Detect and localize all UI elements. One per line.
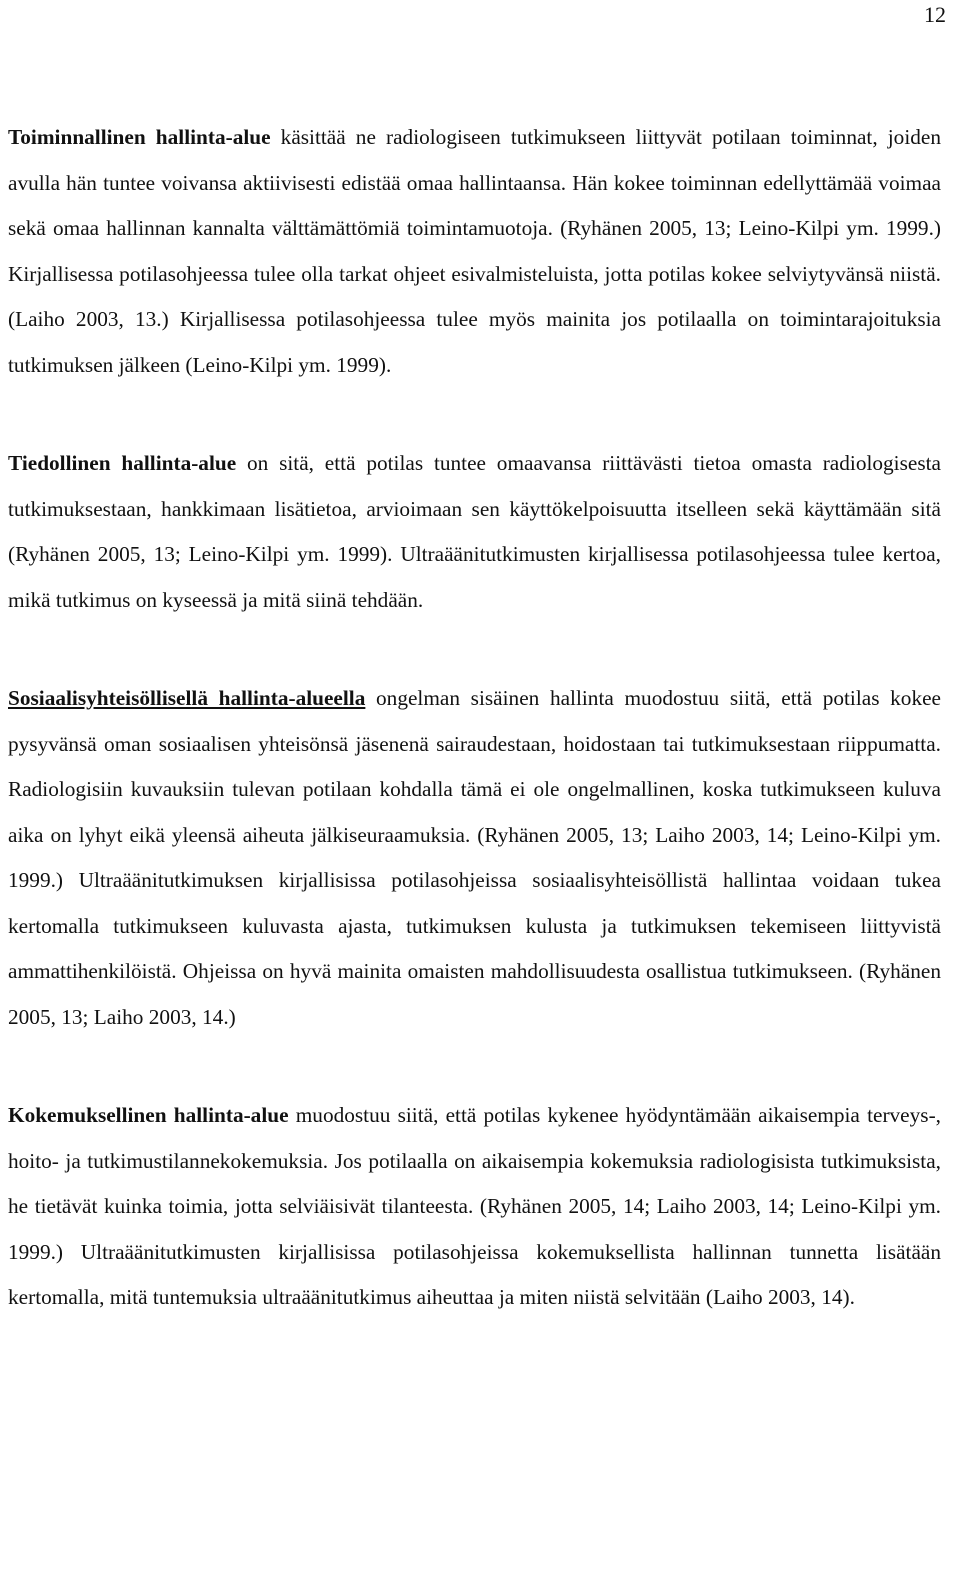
term-functional-control-area: Toiminnallinen hallinta-alue: [8, 125, 271, 149]
paragraph-text: muodostuu siitä, että potilas kykenee hyödyntämään aikaisempia terveys-, hoito- ja tutkimustilannekokemuksia. Jos potilaalla on aikaisempia kokemuksia radiologisista tutkimuksista, he tietävät kuinka toimia, jotta selviäisivät tilanteesta. (Ryhänen 2005, 14; Laiho 2003, 14; Leino-Kilpi ym. 1999.) Ultraäänitutkimusten kirjallisissa potilasohjeissa kokemuksellista hallinnan tunnetta lisätään kertomalla, mitä tuntemuksia ultraäänitutkimus aiheuttaa ja miten niistä selvitään (Laiho 2003, 14).: [8, 1103, 941, 1309]
term-cognitive-control-area: Tiedollinen hallinta-alue: [8, 451, 237, 475]
term-social-control-area: Sosiaalisyhteisöllisellä hallinta-alueella: [8, 686, 366, 710]
paragraph-functional-control: [8, 115, 941, 388]
paragraph-experiential-control: [8, 1093, 941, 1321]
page-number: 12: [924, 2, 946, 27]
paragraph-text: ongelman sisäinen hallinta muodostuu siitä, että potilas kokee pysyvänsä oman sosiaalisen yhteisönsä jäsenenä sairaudestaan, hoidostaan tai tutkimuksestaan riippumatta. Radiologisiin kuvauksiin tulevan potilaan kohdalla tämä ei ole ongelmallinen, koska tutkimukseen kuluva aika on lyhyt eikä yleensä aiheuta jälkiseuraamuksia. (Ryhänen 2005, 13; Laiho 2003, 14; Leino-Kilpi ym. 1999.) Ultraäänitutkimuksen kirjallisissa potilasohjeissa sosiaalisyhteisöllistä hallintaa voidaan tukea kertomalla tutkimukseen kuluvasta ajasta, tutkimuksen kulusta ja tutkimuksen tekemiseen liittyvistä ammattihenkilöistä. Ohjeissa on hyvä mainita omaisten mahdollisuudesta osallistua tutkimukseen. (Ryhänen 2005, 13; Laiho 2003, 14.): [8, 686, 941, 1029]
paragraph-text: käsittää ne radiologiseen tutkimukseen liittyvät potilaan toiminnat, joiden avulla hän tuntee voivansa aktiivisesti edistää omaa hallintaansa. Hän kokee toiminnan edellyttämää voimaa sekä omaa hallinnan kannalta välttämättömiä toimintamuotoja. (Ryhänen 2005, 13; Leino-Kilpi ym. 1999.) Kirjallisessa potilasohjeessa tulee olla tarkat ohjeet esivalmisteluista, jotta potilas kokee selviytyvänsä niistä. (Laiho 2003, 13.) Kirjallisessa potilasohjeessa tulee myös mainita jos potilaalla on toimintarajoituksia tutkimuksen jälkeen (Leino-Kilpi ym. 1999).: [8, 125, 941, 377]
paragraph-social-control: [8, 676, 941, 1040]
document-body: [8, 115, 941, 1374]
term-experiential-control-area: Kokemuksellinen hallinta-alue: [8, 1103, 289, 1127]
paragraph-cognitive-control: [8, 441, 941, 623]
paragraph-text: on sitä, että potilas tuntee omaavansa riittävästi tietoa omasta radiologisesta tutkimuksestaan, hankkimaan lisätietoa, arvioimaan sen käyttökelpoisuutta itselleen sekä käyttämään sitä (Ryhänen 2005, 13; Leino-Kilpi ym. 1999). Ultraäänitutkimusten kirjallisessa potilasohjeessa tulee kertoa, mikä tutkimus on kyseessä ja mitä siinä tehdään.: [8, 451, 941, 612]
